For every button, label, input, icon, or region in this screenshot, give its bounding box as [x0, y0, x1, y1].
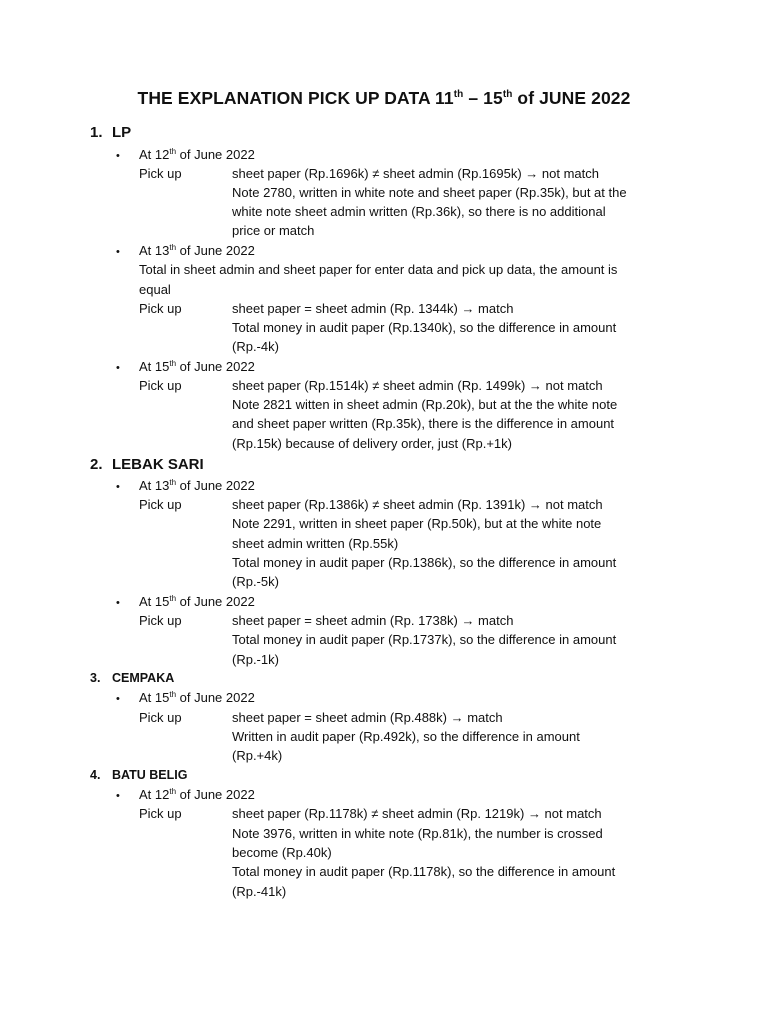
detail-line: Note 2821 witten in sheet admin (Rp.20k), but at the the white note	[232, 397, 618, 412]
pick-up-label: Pick up	[139, 806, 182, 821]
detail-line: (Rp.-5k)	[232, 574, 279, 589]
detail-line: Total in sheet admin and sheet paper for enter data and pick up data, the amount is	[139, 262, 618, 277]
date-bullet: • At 15th of June 2022	[116, 359, 255, 374]
detail-line: Note 2291, written in sheet paper (Rp.50k), but at the white note	[232, 516, 602, 531]
detail-line: Note 2780, written in white note and sheet paper (Rp.35k), but at the	[232, 185, 627, 200]
detail-line: sheet paper (Rp.1178k) ≠ sheet admin (Rp. 1219k) → not match	[232, 806, 602, 821]
date-bullet: • At 15th of June 2022	[116, 690, 255, 705]
detail-line: Total money in audit paper (Rp.1737k), so the difference in amount	[232, 632, 617, 647]
section-heading-cempaka: 3. CEMPAKA	[90, 671, 175, 685]
detail-line: sheet paper = sheet admin (Rp. 1344k) → match	[232, 301, 514, 316]
section-heading-lp: 1. LP	[90, 124, 132, 141]
pick-up-label: Pick up	[139, 378, 182, 393]
date-bullet: • At 12th of June 2022	[116, 787, 255, 802]
section-heading-batu-belig: 4. BATU BELIG	[90, 768, 188, 782]
pick-up-label: Pick up	[139, 613, 182, 628]
pick-up-label: Pick up	[139, 166, 182, 181]
detail-line: Total money in audit paper (Rp.1340k), so the difference in amount	[232, 320, 617, 335]
detail-line: become (Rp.40k)	[232, 845, 332, 860]
detail-line: sheet paper (Rp.1696k) ≠ sheet admin (Rp.1695k) → not match	[232, 166, 599, 181]
date-bullet: • At 12th of June 2022	[116, 147, 255, 162]
detail-line: (Rp.-4k)	[232, 339, 279, 354]
date-bullet: • At 13th of June 2022	[116, 478, 255, 493]
section-heading-lebak-sari: 2. LEBAK SARI	[90, 456, 204, 473]
date-bullet: • At 15th of June 2022	[116, 594, 255, 609]
detail-line: (Rp.+4k)	[232, 748, 283, 763]
date-bullet: • At 13th of June 2022	[116, 243, 255, 258]
detail-line: and sheet paper written (Rp.35k), there is the difference in amount	[232, 416, 615, 431]
detail-line: Written in audit paper (Rp.492k), so the difference in amount	[232, 729, 580, 744]
detail-line: equal	[139, 282, 171, 297]
detail-line: Total money in audit paper (Rp.1178k), so the difference in amount	[232, 864, 616, 879]
pick-up-label: Pick up	[139, 301, 182, 316]
detail-line: sheet paper (Rp.1514k) ≠ sheet admin (Rp. 1499k) → not match	[232, 378, 603, 393]
detail-line: sheet paper = sheet admin (Rp. 1738k) → match	[232, 613, 514, 628]
detail-line: sheet paper = sheet admin (Rp.488k) → match	[232, 710, 503, 725]
detail-line: (Rp.-1k)	[232, 652, 279, 667]
detail-line: sheet paper (Rp.1386k) ≠ sheet admin (Rp. 1391k) → not match	[232, 497, 603, 512]
document-title: THE EXPLANATION PICK UP DATA 11th – 15th of JUNE 2022	[137, 88, 631, 108]
detail-line: price or match	[232, 223, 315, 238]
detail-line: sheet admin written (Rp.55k)	[232, 536, 399, 551]
detail-line: (Rp.15k) because of delivery order, just (Rp.+1k)	[232, 436, 512, 451]
pick-up-label: Pick up	[139, 710, 182, 725]
detail-line: (Rp.-41k)	[232, 884, 287, 899]
detail-line: Total money in audit paper (Rp.1386k), so the difference in amount	[232, 555, 617, 570]
pick-up-label: Pick up	[139, 497, 182, 512]
detail-line: white note sheet admin written (Rp.36k), so there is no additional	[232, 204, 606, 219]
detail-line: Note 3976, written in white note (Rp.81k), the number is crossed	[232, 826, 603, 841]
